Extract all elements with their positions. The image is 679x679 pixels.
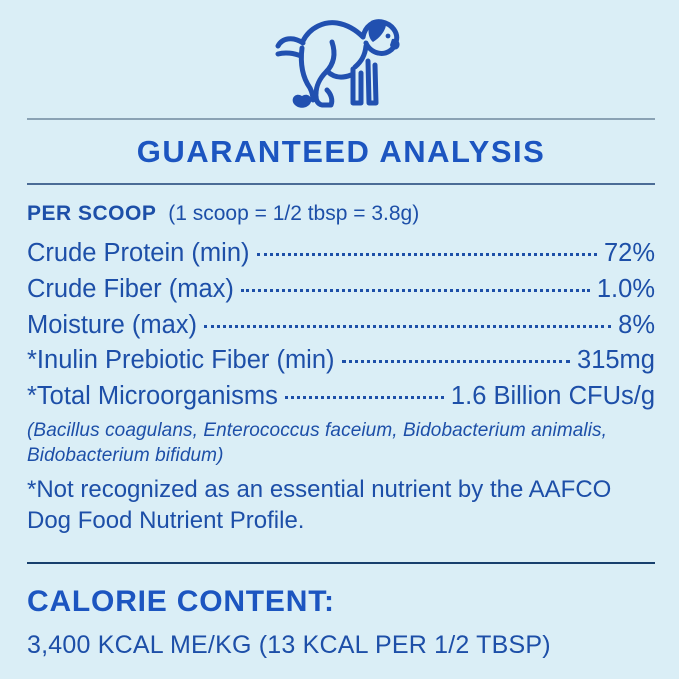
row-label: Crude Fiber (max) (27, 274, 234, 303)
table-row (27, 240, 655, 267)
table-row (27, 276, 655, 303)
row-value: 315mg (577, 346, 655, 375)
dotted-leader (257, 253, 597, 256)
calorie-content-title: CALORIE CONTENT: (27, 585, 335, 619)
table-row (27, 312, 655, 339)
table-row (27, 347, 655, 374)
dotted-leader (342, 360, 570, 363)
dotted-leader (285, 396, 444, 399)
microorganism-species-note: (Bacillus coagulans, Enterococcus faceium, Bidobacterium animalis, Bidobacterium bifidum) (27, 419, 608, 466)
dotted-leader (241, 289, 590, 292)
row-label: *Total Microorganisms (27, 382, 278, 411)
aafco-footnote: *Not recognized as an essential nutrient by the AAFCO Dog Food Nutrient Profile. (27, 475, 612, 534)
row-label: *Inulin Prebiotic Fiber (min) (27, 346, 335, 375)
page-title: GUARANTEED ANALYSIS (136, 134, 546, 169)
pooping-dog-icon (275, 12, 407, 119)
icon-area (27, 0, 655, 118)
row-value: 8% (618, 310, 655, 339)
row-value: 1.0% (596, 274, 655, 303)
per-scoop-label: PER SCOOP (27, 202, 157, 225)
table-row (27, 383, 655, 410)
row-value: 1.6 Billion CFUs/g (450, 382, 655, 411)
row-value: 72% (603, 239, 655, 267)
divider-under-title (27, 183, 655, 185)
per-scoop-line (27, 202, 655, 226)
divider-calorie (27, 562, 655, 564)
calorie-content-value: 3,400 KCAL ME/KG (13 KCAL PER 1/2 TBSP) (27, 631, 551, 660)
row-label: Crude Protein (min) (27, 239, 250, 267)
row-label: Moisture (max) (27, 310, 198, 339)
per-scoop-detail: (1 scoop = 1/2 tbsp = 3.8g) (168, 202, 420, 225)
dotted-leader (204, 325, 611, 328)
analysis-table (27, 240, 655, 410)
